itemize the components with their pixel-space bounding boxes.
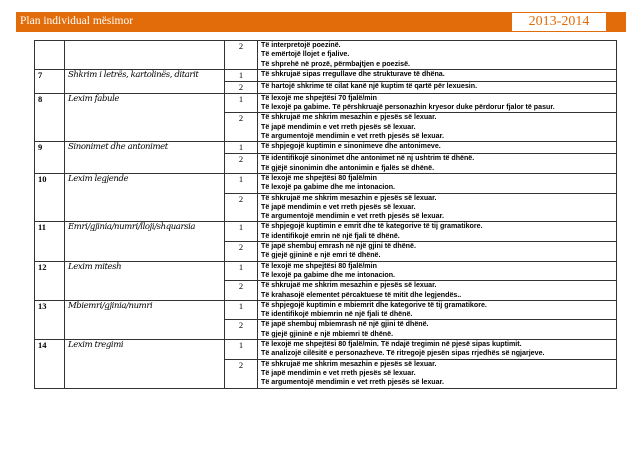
objective-line: Të lexojë me shpejtësi 80 fjalë/min: [261, 261, 377, 270]
level-number: 1: [225, 69, 258, 81]
objective-line: Të gjejë gjininë e një emri të dhënë.: [261, 251, 381, 260]
objective-line: Të identifikojë mbiemrin në një fjali të dhënë.: [261, 310, 413, 319]
lesson-number: 14: [35, 340, 65, 388]
objective-line: Të shkrujaë sipas rregullave dhe strukturave të dhëna.: [261, 69, 445, 78]
page-header: [16, 12, 626, 32]
objectives-cell: [258, 300, 617, 320]
level-number: 2: [225, 154, 258, 174]
objective-line: Të identifikojë sinonimet dhe antonimet në nj ushtrim të dhënë.: [261, 154, 475, 163]
lesson-number: 7: [35, 69, 65, 93]
lesson-number: 8: [35, 93, 65, 141]
document-title: Plan individual mësimor: [20, 15, 134, 27]
objective-line: Të lexojë me shpejtësi 80 fjalë/min: [261, 173, 377, 182]
objective-line: Të shprehë në prozë, përmbajtjen e poezisë.: [261, 59, 411, 68]
objective-line: Të shkrujaë me shkrim mesazhin e pjesës së lexuar.: [261, 113, 437, 122]
objective-line: Të argumentojë mendimin e vet rreth pjesës së lexuar.: [261, 378, 444, 387]
lesson-plan-table: [34, 40, 617, 389]
objective-line: Të identifikojë emrin në një fjali të dhënë.: [261, 231, 400, 240]
lesson-topic: [65, 41, 225, 70]
objective-line: Të japë shembuj mbiemrash në një gjini të dhënë.: [261, 320, 429, 329]
objective-line: Të lexojë pa gabime dhe me intonacion.: [261, 270, 396, 279]
objectives-cell: [258, 359, 617, 388]
table-row: [35, 69, 617, 81]
objective-line: Të japë mendimin e vet rreth pjesës së lexuar.: [261, 368, 416, 377]
objective-line: Të interpretojë poezinë.: [261, 41, 341, 49]
lesson-number: 9: [35, 142, 65, 174]
lesson-topic: Lexim tregimi: [65, 340, 225, 388]
objectives-cell: [258, 69, 617, 81]
lesson-topic: Emri/gjinia/numri/lloji/shquarsia: [65, 222, 225, 261]
level-number: 1: [225, 93, 258, 113]
level-number: 2: [225, 41, 258, 70]
school-year: 2013-2014: [512, 13, 606, 31]
lesson-number: 11: [35, 222, 65, 261]
objective-line: Të shpjegojë kuptimin e emrit dhe të kategorive të tij gramatikore.: [261, 222, 483, 231]
objective-line: Të lexojë pa gabime. Të përshkruajë personazhin kryesor duke përdorur fjalor të pasur.: [261, 103, 555, 112]
level-number: 1: [225, 340, 258, 360]
level-number: 1: [225, 222, 258, 242]
table-row: [35, 41, 617, 70]
objective-line: Të japë mendimin e vet rreth pjesës së lexuar.: [261, 122, 416, 131]
table-row: [35, 173, 617, 193]
objectives-cell: [258, 93, 617, 113]
objective-line: Të gjejë gjininë e një mbiemri të dhënë.: [261, 329, 394, 338]
objectives-cell: [258, 193, 617, 222]
objective-line: Të emërtojë llojet e fjalive.: [261, 50, 350, 59]
objectives-cell: [258, 41, 617, 70]
objective-line: Të shkrujaë me shkrim mesazhin e pjesës së lexuar.: [261, 281, 437, 290]
lesson-number: 12: [35, 261, 65, 300]
objectives-cell: [258, 113, 617, 142]
lesson-topic: Lexim fabule: [65, 93, 225, 141]
objectives-cell: [258, 81, 617, 93]
level-number: 1: [225, 261, 258, 281]
table-row: [35, 93, 617, 113]
table-row: [35, 261, 617, 281]
objective-line: Të lexojë me shpejtësi 70 fjalë/min: [261, 93, 377, 102]
objective-line: Të shpjegojë kuptimin e mbiemrit dhe kategorive të tij gramatikore.: [261, 300, 487, 309]
objective-line: Të japë shembuj emrash në një gjini të dhënë.: [261, 242, 416, 251]
level-number: 2: [225, 113, 258, 142]
objective-line: Të argumentojë mendimin e vet rreth pjesës së lexuar.: [261, 132, 444, 141]
level-number: 1: [225, 142, 258, 154]
objectives-cell: [258, 281, 617, 301]
lesson-topic: Mbiemri/gjinia/numri: [65, 300, 225, 339]
objectives-cell: [258, 242, 617, 262]
objective-line: Të shkrujaë me shkrim mesazhin e pjesës së lexuar.: [261, 359, 437, 368]
objective-line: Të hartojë shkrime të cilat kanë një kuptim të qartë për lexuesin.: [261, 81, 478, 90]
level-number: 1: [225, 173, 258, 193]
lesson-number: 13: [35, 300, 65, 339]
lesson-number: 10: [35, 173, 65, 221]
objectives-cell: [258, 222, 617, 242]
objective-line: Të lexojë pa gabime dhe me intonacion.: [261, 183, 396, 192]
objective-line: Të analizojë cilësitë e personazheve. Të ritregojë pjesën sipas rrjedhës së ngjarjeve.: [261, 349, 545, 358]
level-number: 2: [225, 242, 258, 262]
level-number: 2: [225, 81, 258, 93]
table-row: [35, 142, 617, 154]
lesson-topic: Lexim legjende: [65, 173, 225, 221]
lesson-topic: Sinonimet dhe antonimet: [65, 142, 225, 174]
level-number: 2: [225, 320, 258, 340]
objective-line: Të lexojë me shpejtësi 80 fjalë/min. Të ndajë tregimin në pjesë sipas kuptimit.: [261, 340, 522, 349]
level-number: 1: [225, 300, 258, 320]
objectives-cell: [258, 142, 617, 154]
objectives-cell: [258, 320, 617, 340]
table-row: [35, 340, 617, 360]
lesson-topic: Shkrim i letrës, kartolinës, ditarit: [65, 69, 225, 93]
level-number: 2: [225, 281, 258, 301]
objective-line: Të shpjegojë kuptimin e sinonimeve dhe antonimeve.: [261, 142, 441, 151]
lesson-number: [35, 41, 65, 70]
objective-line: Të japë mendimin e vet rreth pjesës së lexuar.: [261, 202, 416, 211]
level-number: 2: [225, 359, 258, 388]
lesson-topic: Lexim mitesh: [65, 261, 225, 300]
objectives-cell: [258, 173, 617, 193]
objectives-cell: [258, 261, 617, 281]
objective-line: Të argumentojë mendimin e vet rreth pjesës së lexuar.: [261, 212, 444, 221]
objectives-cell: [258, 340, 617, 360]
table-row: [35, 300, 617, 320]
objective-line: Të gjëjë sinonimin dhe antonimin e fjalës së dhënë.: [261, 163, 435, 172]
objective-line: Të shkrujaë me shkrim mesazhin e pjesës së lexuar.: [261, 193, 437, 202]
objective-line: Të krahasojë elementet përcaktuese të mitit dhe legjendës..: [261, 290, 462, 299]
table-row: [35, 222, 617, 242]
objectives-cell: [258, 154, 617, 174]
level-number: 2: [225, 193, 258, 222]
